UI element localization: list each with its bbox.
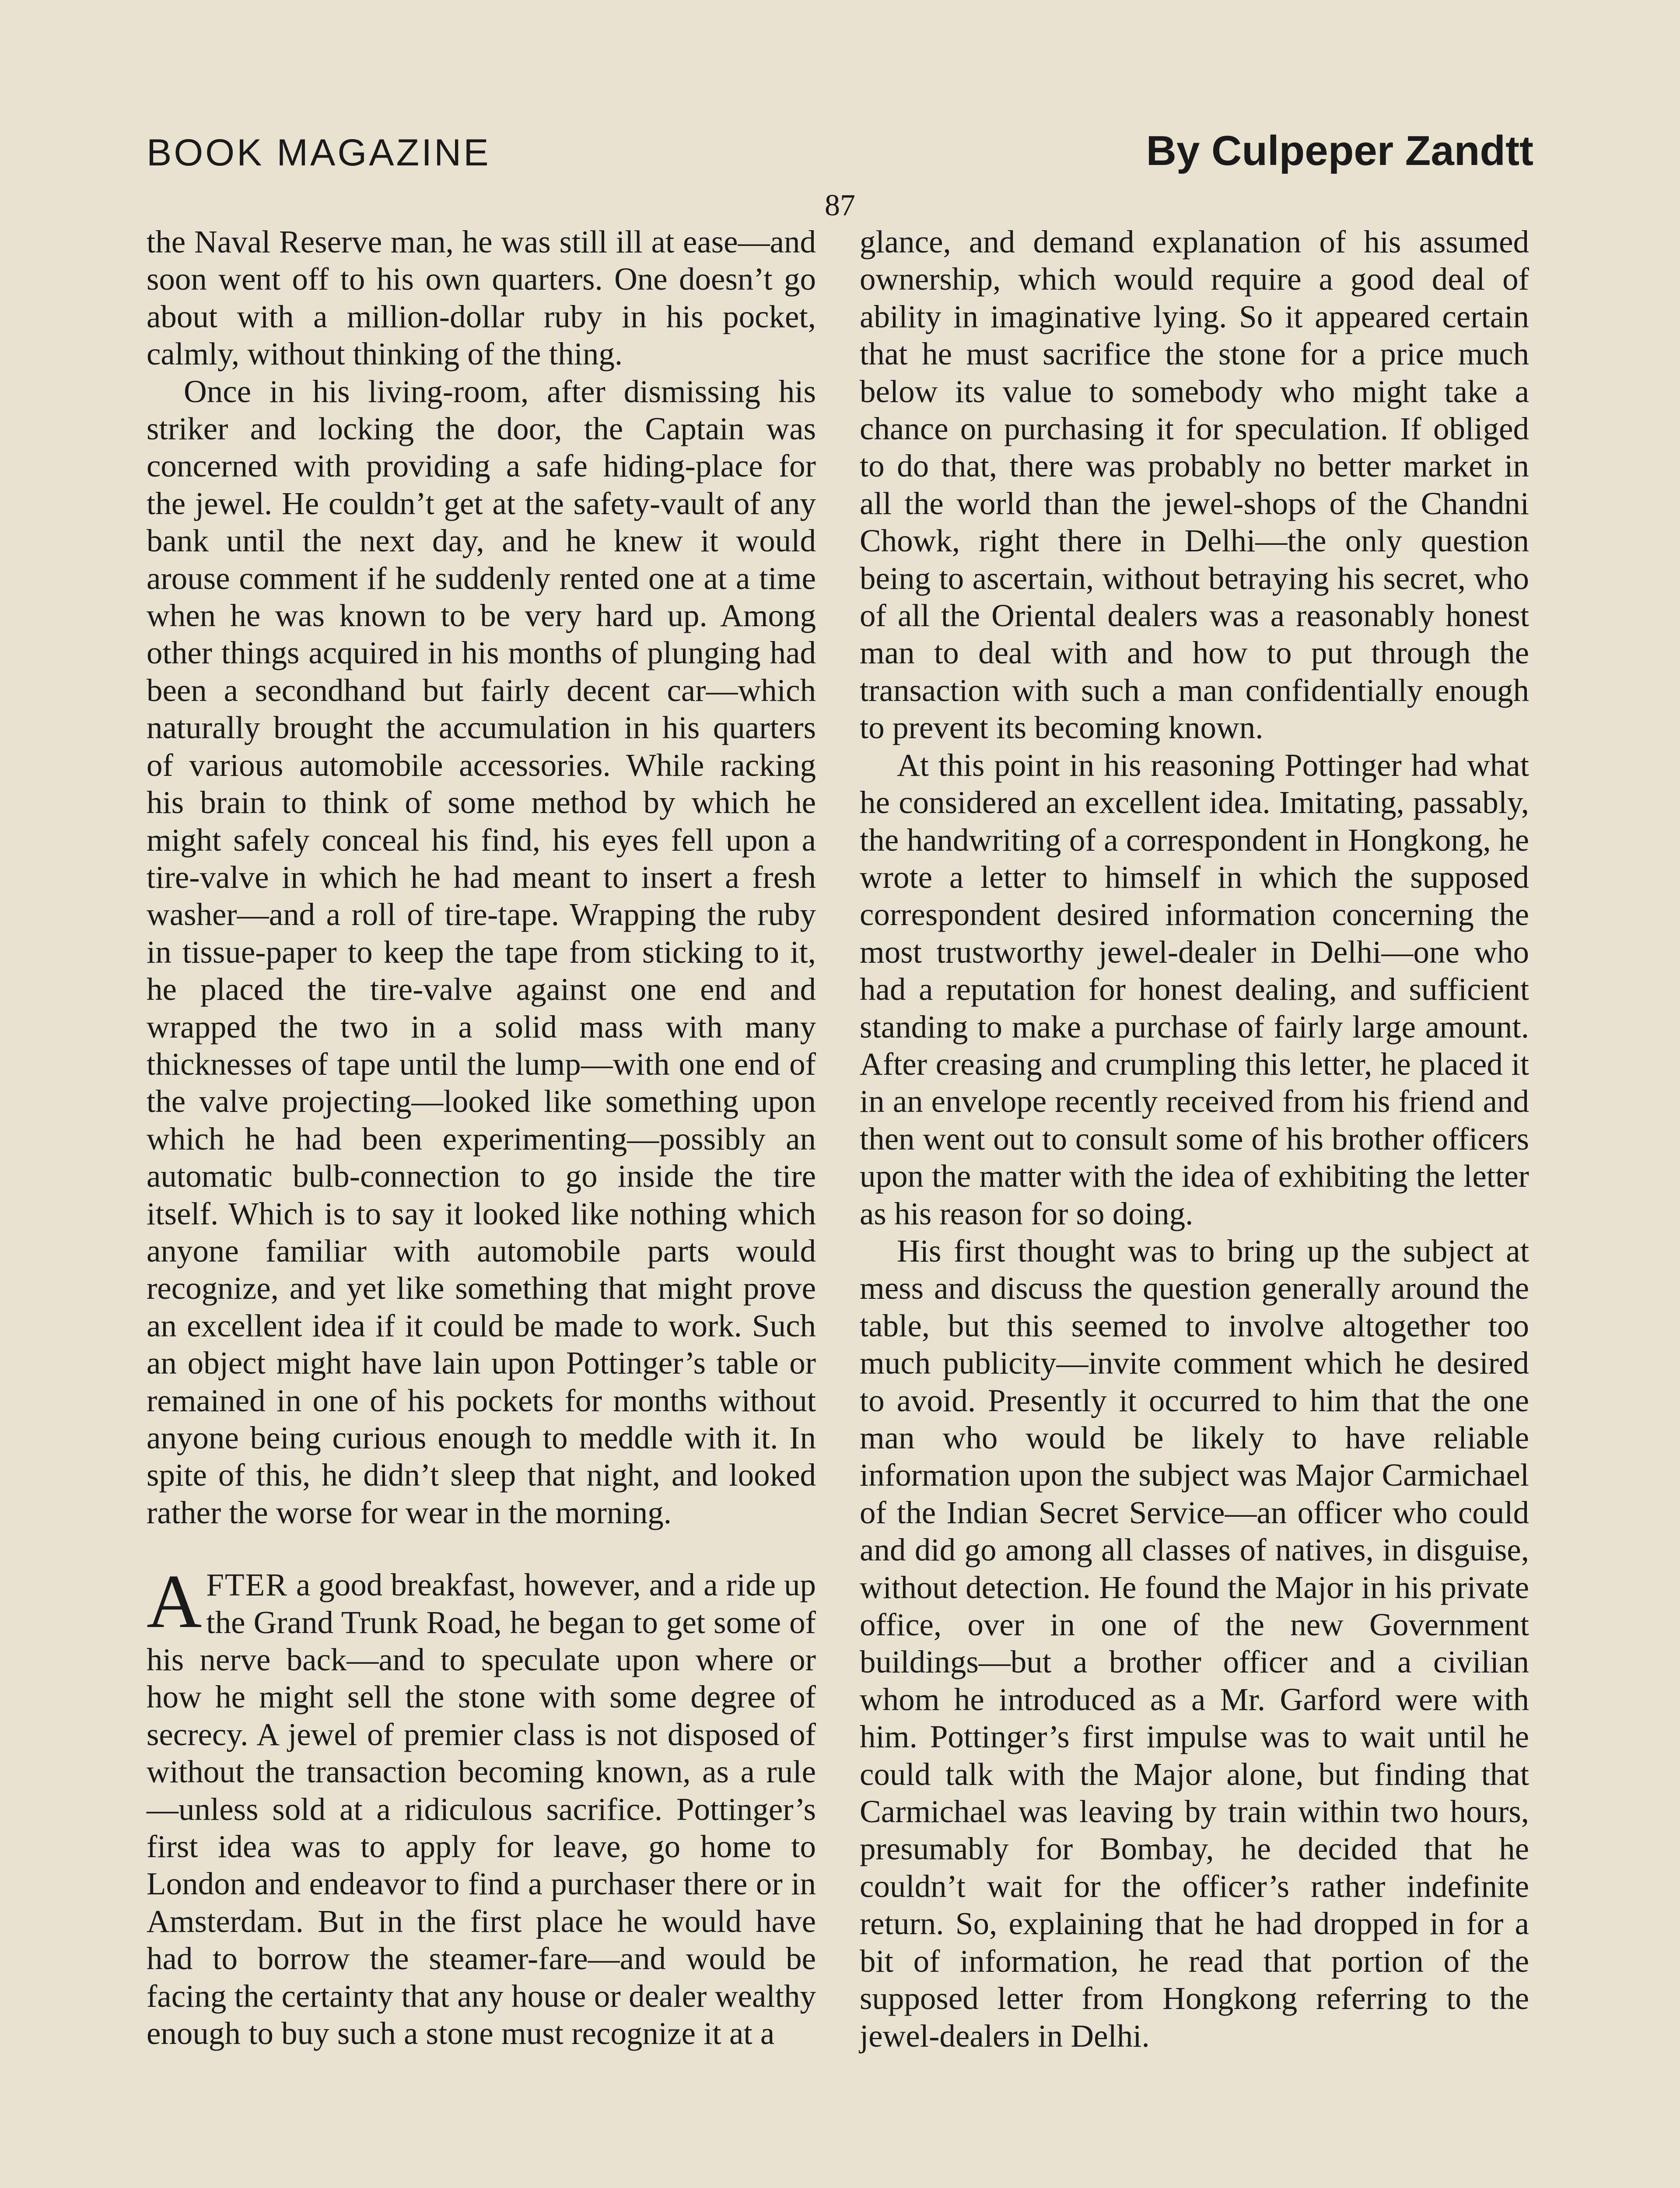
running-head-publication: BOOK MAGAZINE	[147, 132, 491, 174]
lead-word: FTER	[206, 1567, 288, 1603]
drop-cap: A	[147, 1559, 202, 1644]
paragraph-text: a good breakfast, however, and a ride up the Grand Trunk Road, he began to get some of his nerve back—and to speculate upon where or how he might sell the stone with some degree of secrecy. A jewel of premier class is not disposed of without the transaction becoming known, as a rule—unless sold at a ridiculous sacrifice. Pottinger’s first idea was to apply for leave, go home to London and endeavor to find a purchaser there or in Amsterdam. But in the first place he would have had to borrow the steamer-fare—and would be facing the certainty that any house or dealer wealthy enough to buy such a stone must recognize it at a	[147, 1567, 816, 2051]
running-head-author: By Culpeper Zandtt	[1146, 127, 1533, 174]
section-break	[147, 1531, 816, 1566]
paragraph: Once in his living-room, after dismissing his striker and locking the door, the Captain was concerned with providing a safe hiding-place for the jewel. He couldn’t get at the safety-vault of any bank until the next day, and he knew it would arouse comment if he suddenly rented one at a time when he was known to be very hard up. Among other things acquired in his months of plunging had been a secondhand but fairly decent car—which naturally brought the accumulation in his quarters of various automobile accessories. While racking his brain to think of some method by which he might safely conceal his find, his eyes fell upon a tire-valve in which he had meant to insert a fresh washer—and a roll of tire-tape. Wrapping the ruby in tissue-paper to keep the tape from sticking to it, he placed the tire-valve against one end and wrapped the two in a solid mass with many thicknesses of tape until the lump—with one end of the valve projecting—looked like something upon which he had been experimenting—possibly an automatic bulb-connection to go inside the tire itself. Which is to say it looked like nothing which anyone familiar with automobile parts would recognize, and yet like something that might prove an excellent idea if it could be made to work. Such an object might have lain upon Pottinger’s table or remained in one of his pockets for months without anyone being curious enough to meddle with it. In spite of this, he didn’t sleep that night, and looked rather the worse for wear in the morning.	[147, 373, 816, 1530]
paragraph: At this point in his reasoning Pottinger had what he considered an excellent idea. Imitating, passably, the handwriting of a correspondent in Hongkong, he wrote a letter to himself in which the supposed correspondent desired information concerning the most trustworthy jewel-dealer in Delhi—one who had a reputation for honest dealing, and sufficient standing to make a purchase of fairly large amount. After creasing and crumpling this letter, he placed it in an envelope recently received from his friend and then went out to consult some of his brother officers upon the matter with the idea of exhibiting the letter as his reason for so doing.	[860, 747, 1529, 1231]
text-column-left	[147, 223, 816, 2052]
page-number: 87	[825, 189, 855, 222]
paragraph-dropcap	[147, 1559, 816, 2052]
paragraph: glance, and demand explanation of his assumed ownership, which would require a good deal of ability in imaginative lying. So it appeared certain that he must sacrifice the stone for a price much below its value to somebody who might take a chance on purchasing it for speculation. If obliged to do that, there was probably no better market in all the world than the jewel-shops of the Chandni Chowk, right there in Delhi—the only question being to ascertain, without betraying his secret, who of all the Oriental dealers was a reasonably honest man to deal with and how to put through the transaction with such a man confidentially enough to prevent its becoming known.	[860, 224, 1529, 746]
paragraph: His first thought was to bring up the subject at mess and discuss the question generally around the table, but this seemed to involve altogether too much publicity—invite comment which he desired to avoid. Presently it occurred to him that the one man who would be likely to have reliable information upon the subject was Major Carmichael of the Indian Secret Service—an officer who could and did go among all classes of natives, in disguise, without detection. He found the Major in his private office, over in one of the new Government buildings—but a brother officer and a civilian whom he introduced as a Mr. Garford were with him. Pottinger’s first impulse was to wait until he could talk with the Major alone, but finding that Carmichael was leaving by train within two hours, presumably for Bombay, he decided that he couldn’t wait for the officer’s rather indefinite return. So, explaining that he had dropped in for a bit of information, he read that portion of the supposed letter from Hongkong referring to the jewel-dealers in Delhi.	[860, 1233, 1529, 2054]
paragraph: the Naval Reserve man, he was still ill at ease—and soon went off to his own quarters. One doesn’t go about with a million-dollar ruby in his pocket, calmly, without thinking of the thing.	[147, 224, 816, 372]
text-column-right	[860, 223, 1529, 2055]
